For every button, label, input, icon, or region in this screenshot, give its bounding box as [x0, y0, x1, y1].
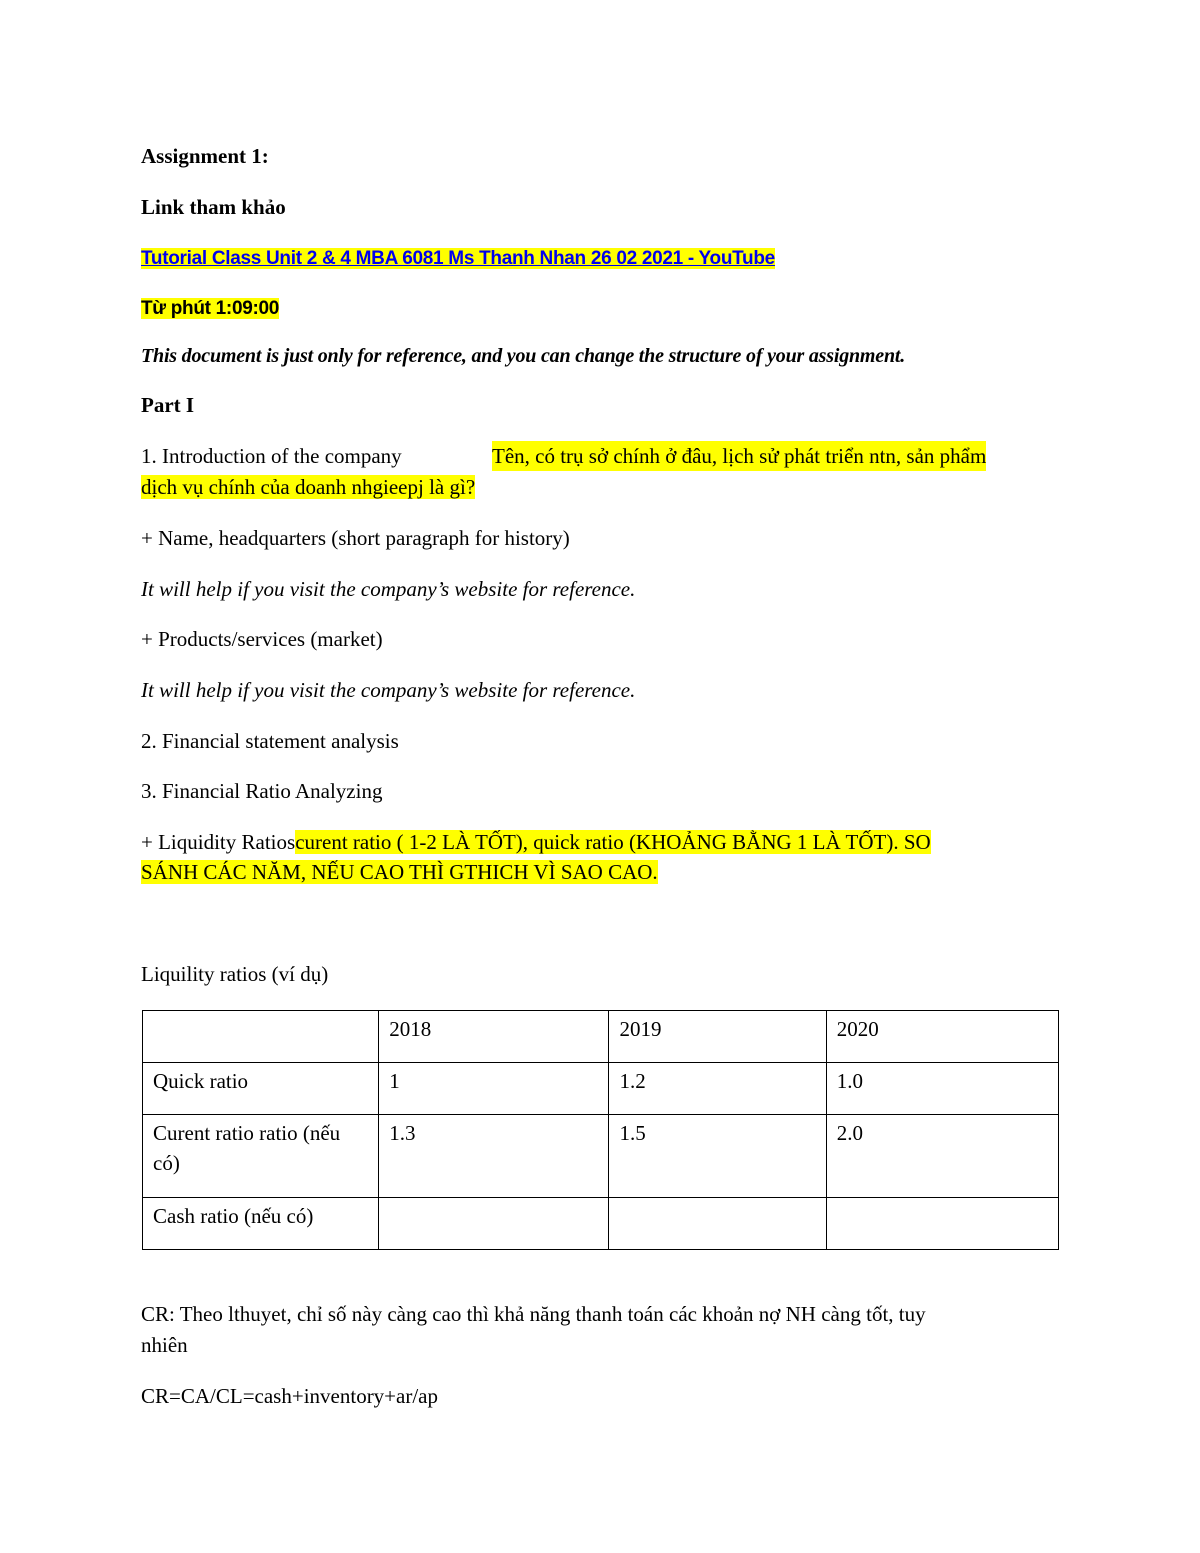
table-header-cell [143, 1011, 379, 1063]
table-cell: 1.0 [826, 1063, 1058, 1115]
assignment-heading: Assignment 1: [141, 144, 269, 168]
liquidity-note-line2: SÁNH CÁC NĂM, NẾU CAO THÌ GTHICH VÌ SAO CAO. [141, 860, 658, 884]
from-minute-text: Từ phút 1:09:00 [141, 298, 280, 319]
youtube-link[interactable]: Tutorial Class Unit 2 & 4 MBA 6081 Ms Thanh Nhan 26 02 2021 - YouTube [141, 248, 775, 269]
link-heading: Link tham khảo [141, 195, 286, 219]
table-cell: 2.0 [826, 1115, 1058, 1198]
cr-note-line1: CR: Theo lthuyet, chỉ số này càng cao thì khả năng thanh toán các khoản nợ NH càng tốt, tuy [141, 1302, 926, 1326]
table-cell: 1.2 [609, 1063, 826, 1115]
table-cell: Cash ratio (nếu có) [143, 1198, 379, 1250]
table-cell: Quick ratio [143, 1063, 379, 1115]
liquidity-note-line1: curent ratio ( 1-2 LÀ TỐT), quick ratio (KHOẢNG BẰNG 1 LÀ TỐT). SO [295, 830, 931, 854]
table-cell [379, 1198, 609, 1250]
table-row [143, 1115, 1059, 1198]
liquidity-line [141, 827, 931, 857]
table-header-row [143, 1011, 1059, 1063]
table-row [143, 1198, 1059, 1250]
liquidity-ratios-table [142, 1010, 1059, 1250]
website-hint-1: It will help if you visit the company’s website for reference. [141, 577, 636, 601]
ratio-analyzing-item: 3. Financial Ratio Analyzing [141, 779, 383, 803]
intro-line [141, 441, 987, 471]
table-cell [826, 1198, 1058, 1250]
intro-note-line2-wrap [141, 472, 475, 502]
table-cell: 1 [379, 1063, 609, 1115]
reference-note: This document is just only for reference, and you can change the structure of your assignment. [141, 345, 906, 367]
fs-analysis-item: 2. Financial statement analysis [141, 729, 399, 753]
table-header-cell: 2020 [826, 1011, 1058, 1063]
table-cell [609, 1198, 826, 1250]
website-hint-2: It will help if you visit the company’s website for reference. [141, 678, 636, 702]
table-cell: 1.3 [379, 1115, 609, 1198]
liquidity-note-line2-wrap [141, 857, 658, 887]
table-cell: Curent ratio ratio (nếu có) [143, 1115, 379, 1198]
products-item: + Products/services (market) [141, 627, 383, 651]
cr-note-line2: nhiên [141, 1333, 188, 1357]
liquidity-label: + Liquidity Ratios [141, 830, 296, 854]
table-cell: 1.5 [609, 1115, 826, 1198]
table-header-cell: 2019 [609, 1011, 826, 1063]
cr-formula: CR=CA/CL=cash+inventory+ar/ap [141, 1384, 438, 1408]
table-row [143, 1063, 1059, 1115]
intro-label: 1. Introduction of the company [141, 444, 402, 468]
table-caption: Liquility ratios (ví dụ) [141, 962, 329, 986]
intro-note-line2: dịch vụ chính của doanh nhgieepj là gì? [141, 475, 476, 499]
link-line [141, 242, 775, 274]
name-item: + Name, headquarters (short paragraph for history) [141, 526, 570, 550]
minute-line [141, 292, 279, 324]
intro-note-line1: Tên, có trụ sở chính ở đâu, lịch sử phát triển ntn, sản phẩm [492, 441, 986, 471]
table-header-cell: 2018 [379, 1011, 609, 1063]
part-heading: Part I [141, 393, 195, 417]
